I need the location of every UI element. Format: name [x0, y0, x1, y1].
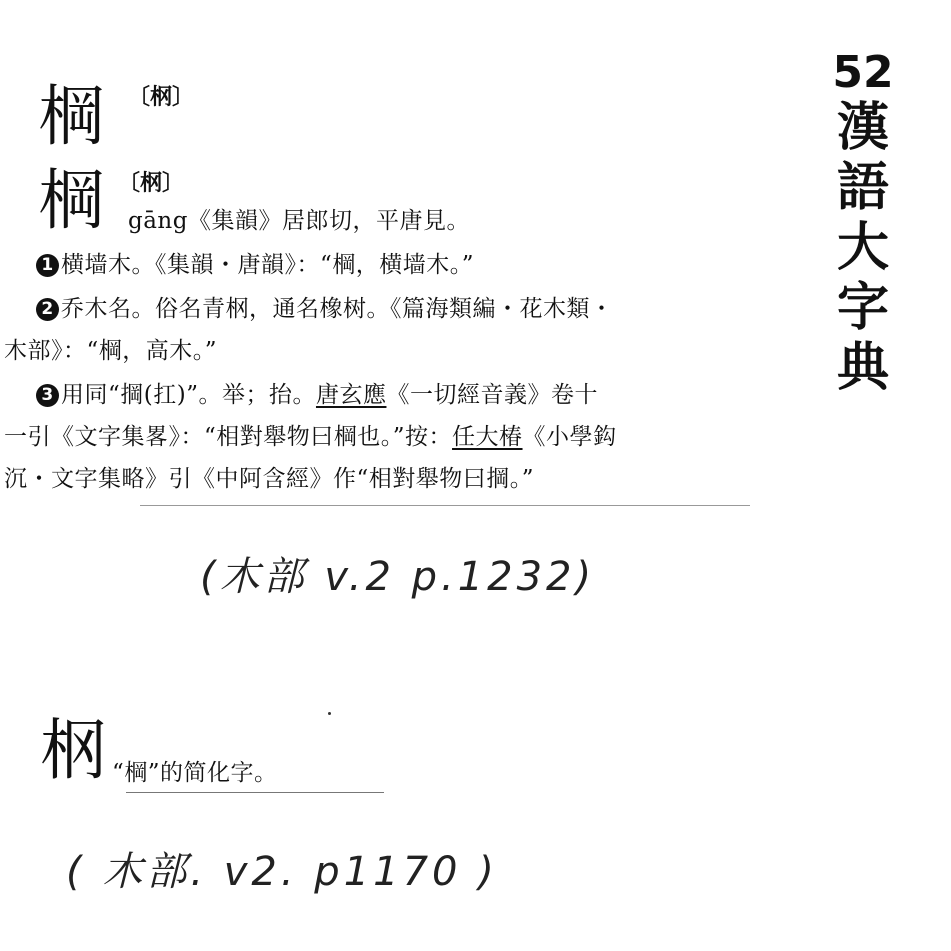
pinyin-line: gāng《集韻》居郎切，平唐見。	[128, 208, 470, 234]
entry-definition: “棡”的简化字。	[112, 760, 278, 786]
title-char: 典	[836, 338, 889, 398]
entry-head-variant-2: 〔㭎〕	[118, 170, 185, 196]
page-number: 52	[832, 47, 894, 98]
scan-rule	[126, 792, 384, 793]
entry-head-char: 棡	[38, 78, 104, 155]
handwritten-reference: (木部 v.2 p.1232)	[200, 554, 596, 600]
sense-number: 3	[36, 384, 59, 407]
scan-rule	[140, 505, 750, 506]
person-name: 任大椿	[452, 424, 523, 450]
sense-2-line-1	[36, 296, 614, 324]
person-name: 唐玄應	[315, 382, 387, 408]
sense-text: 横墙木。《集韻・唐韻》：“棡，横墙木。”	[61, 252, 475, 278]
sense-text: 《一切經音義》卷十	[386, 382, 598, 408]
sense-number: 2	[36, 298, 59, 321]
dictionary-title	[828, 48, 898, 398]
sense-1	[36, 252, 474, 280]
sense-text: 《小學鈎	[522, 424, 617, 450]
sense-number: 1	[36, 254, 59, 277]
entry-head-char: 㭎	[40, 712, 106, 789]
title-char: 字	[836, 278, 889, 338]
handwritten-reference: ( 木部. v2. p1170 )	[66, 849, 498, 895]
sense-3-line-3: 沉・文字集略》引《中阿含經》作“相對舉物曰掆。”	[4, 466, 535, 492]
title-char: 大	[836, 218, 889, 278]
entry-head-variant: 〔㭎〕	[128, 84, 195, 110]
scan-speck	[328, 712, 331, 715]
sense-text: 乔木名。俗名青㭎，通名橡树。《篇海類編・花木類・	[61, 296, 614, 322]
sense-2-line-2: 木部》：“棡，高木。”	[4, 338, 218, 364]
title-char: 語	[836, 158, 889, 218]
sense-text: 用同“掆(扛)”。举；抬。	[61, 382, 316, 408]
sense-text: 一引《文字集畧》：“相對舉物曰棡也。”按：	[4, 424, 453, 450]
title-char: 漢	[836, 98, 889, 158]
sense-3-line-2	[4, 424, 617, 452]
sense-3-line-1	[36, 382, 598, 410]
entry-head-char-2: 棡	[38, 162, 104, 239]
